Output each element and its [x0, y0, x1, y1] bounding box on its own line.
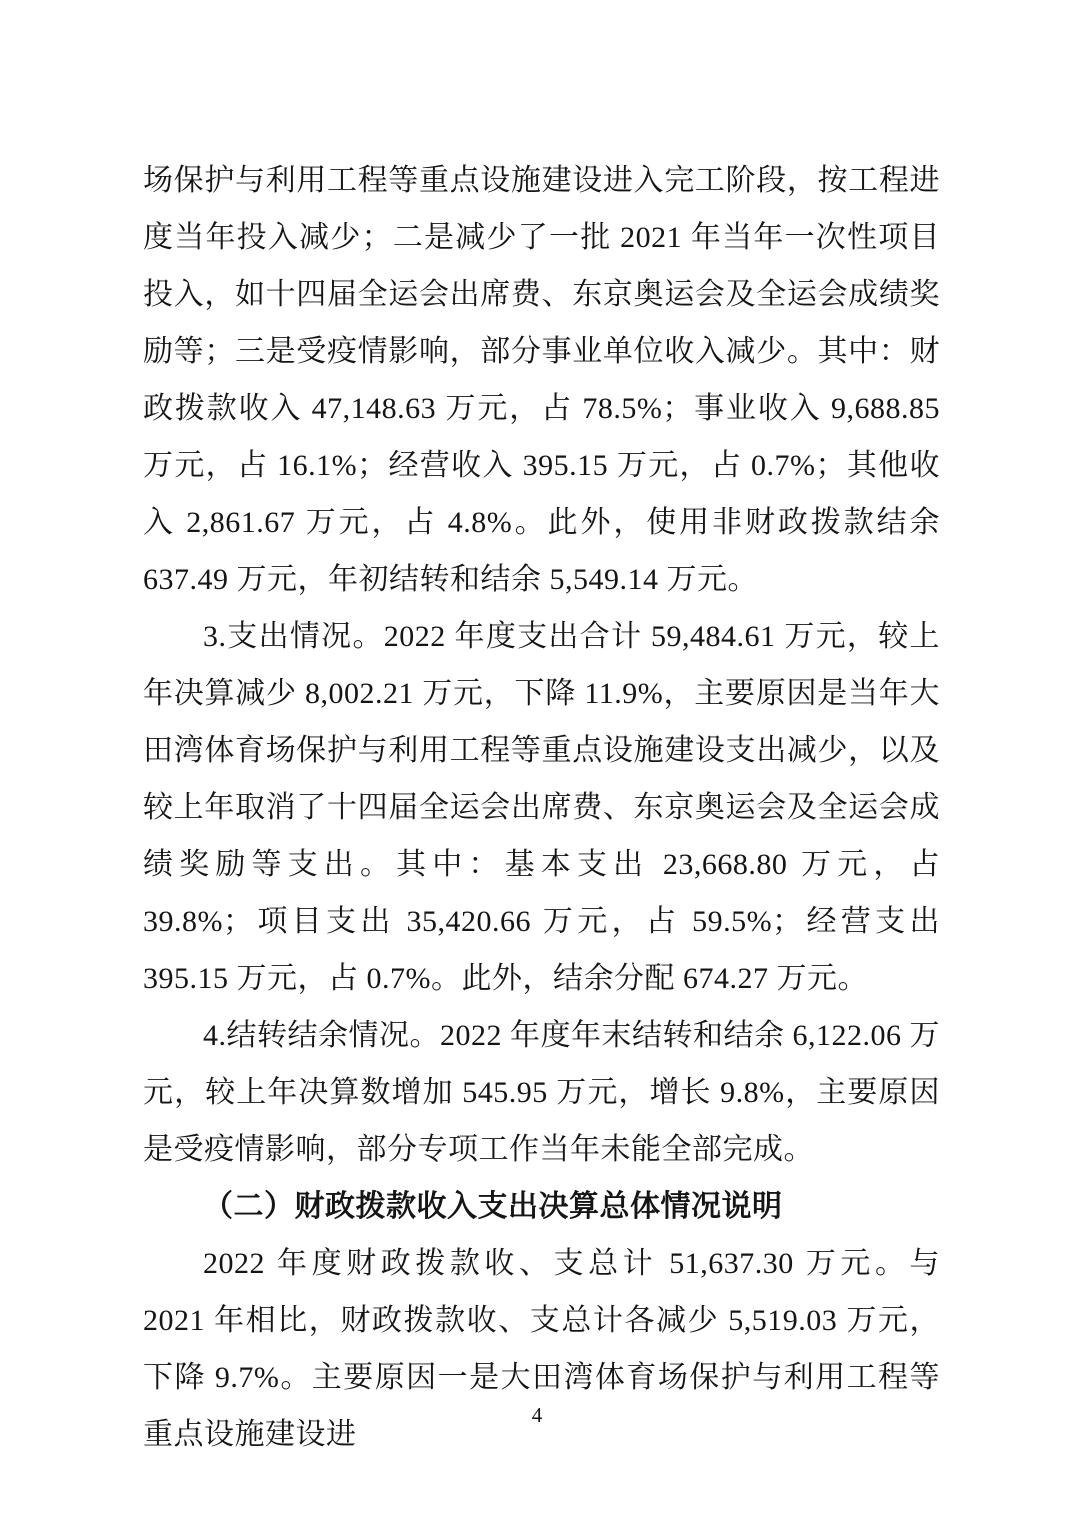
section-heading-fiscal-appropriation: （二）财政拨款收入支出决算总体情况说明 [203, 1190, 783, 1223]
paragraph-expenditure: 3.支出情况。2022 年度支出合计 59,484.61 万元，较上年决算减少 8,002.21 万元，下降 11.9%，主要原因是当年大田湾体育场保护与利用工程等重点设施建设支出减少，以及较上年取消了十四届全运会出席费、东京奥运会及全运会成绩奖励等支出。其中：基本支出 23,668.80 万元，占 39.8%；项目支出 35,420.66 万元，占 59.5%；经营支出 395.15 万元，占 0.7%。此外，结余分配 674.27 万元。 [143, 620, 940, 995]
paragraph-income-continuation: 场保护与利用工程等重点设施建设进入完工阶段，按工程进度当年投入减少；二是减少了一批 2021 年当年一次性项目投入，如十四届全运会出席费、东京奥运会及全运会成绩奖励等；三是受疫情影响，部分事业单位收入减少。其中：财政拨款收入 47,148.63 万元，占 78.5%；事业收入 9,688.85 万元，占 16.1%；经营收入 395.15 万元，占 0.7%；其他收入 2,861.67 万元，占 4.8%。此外，使用非财政拨款结余 637.49 万元，年初结转和结余 5,549.14 万元。 [143, 164, 940, 596]
page-number: 4 [531, 1403, 543, 1427]
paragraph-carryover: 4.结转结余情况。2022 年度年末结转和结余 6,122.06 万元，较上年决算数增加 545.95 万元，增长 9.8%，主要原因是受疫情影响，部分专项工作当年未能全部完成。 [143, 1019, 940, 1166]
document-body [143, 152, 940, 1463]
paragraph-fiscal-totals: 2022 年度财政拨款收、支总计 51,637.30 万元。与 2021 年相比，财政拨款收、支总计各减少 5,519.03 万元，下降 9.7%。主要原因一是大田湾体育场保护与利用工程等重点设施建设进 [143, 1247, 940, 1451]
